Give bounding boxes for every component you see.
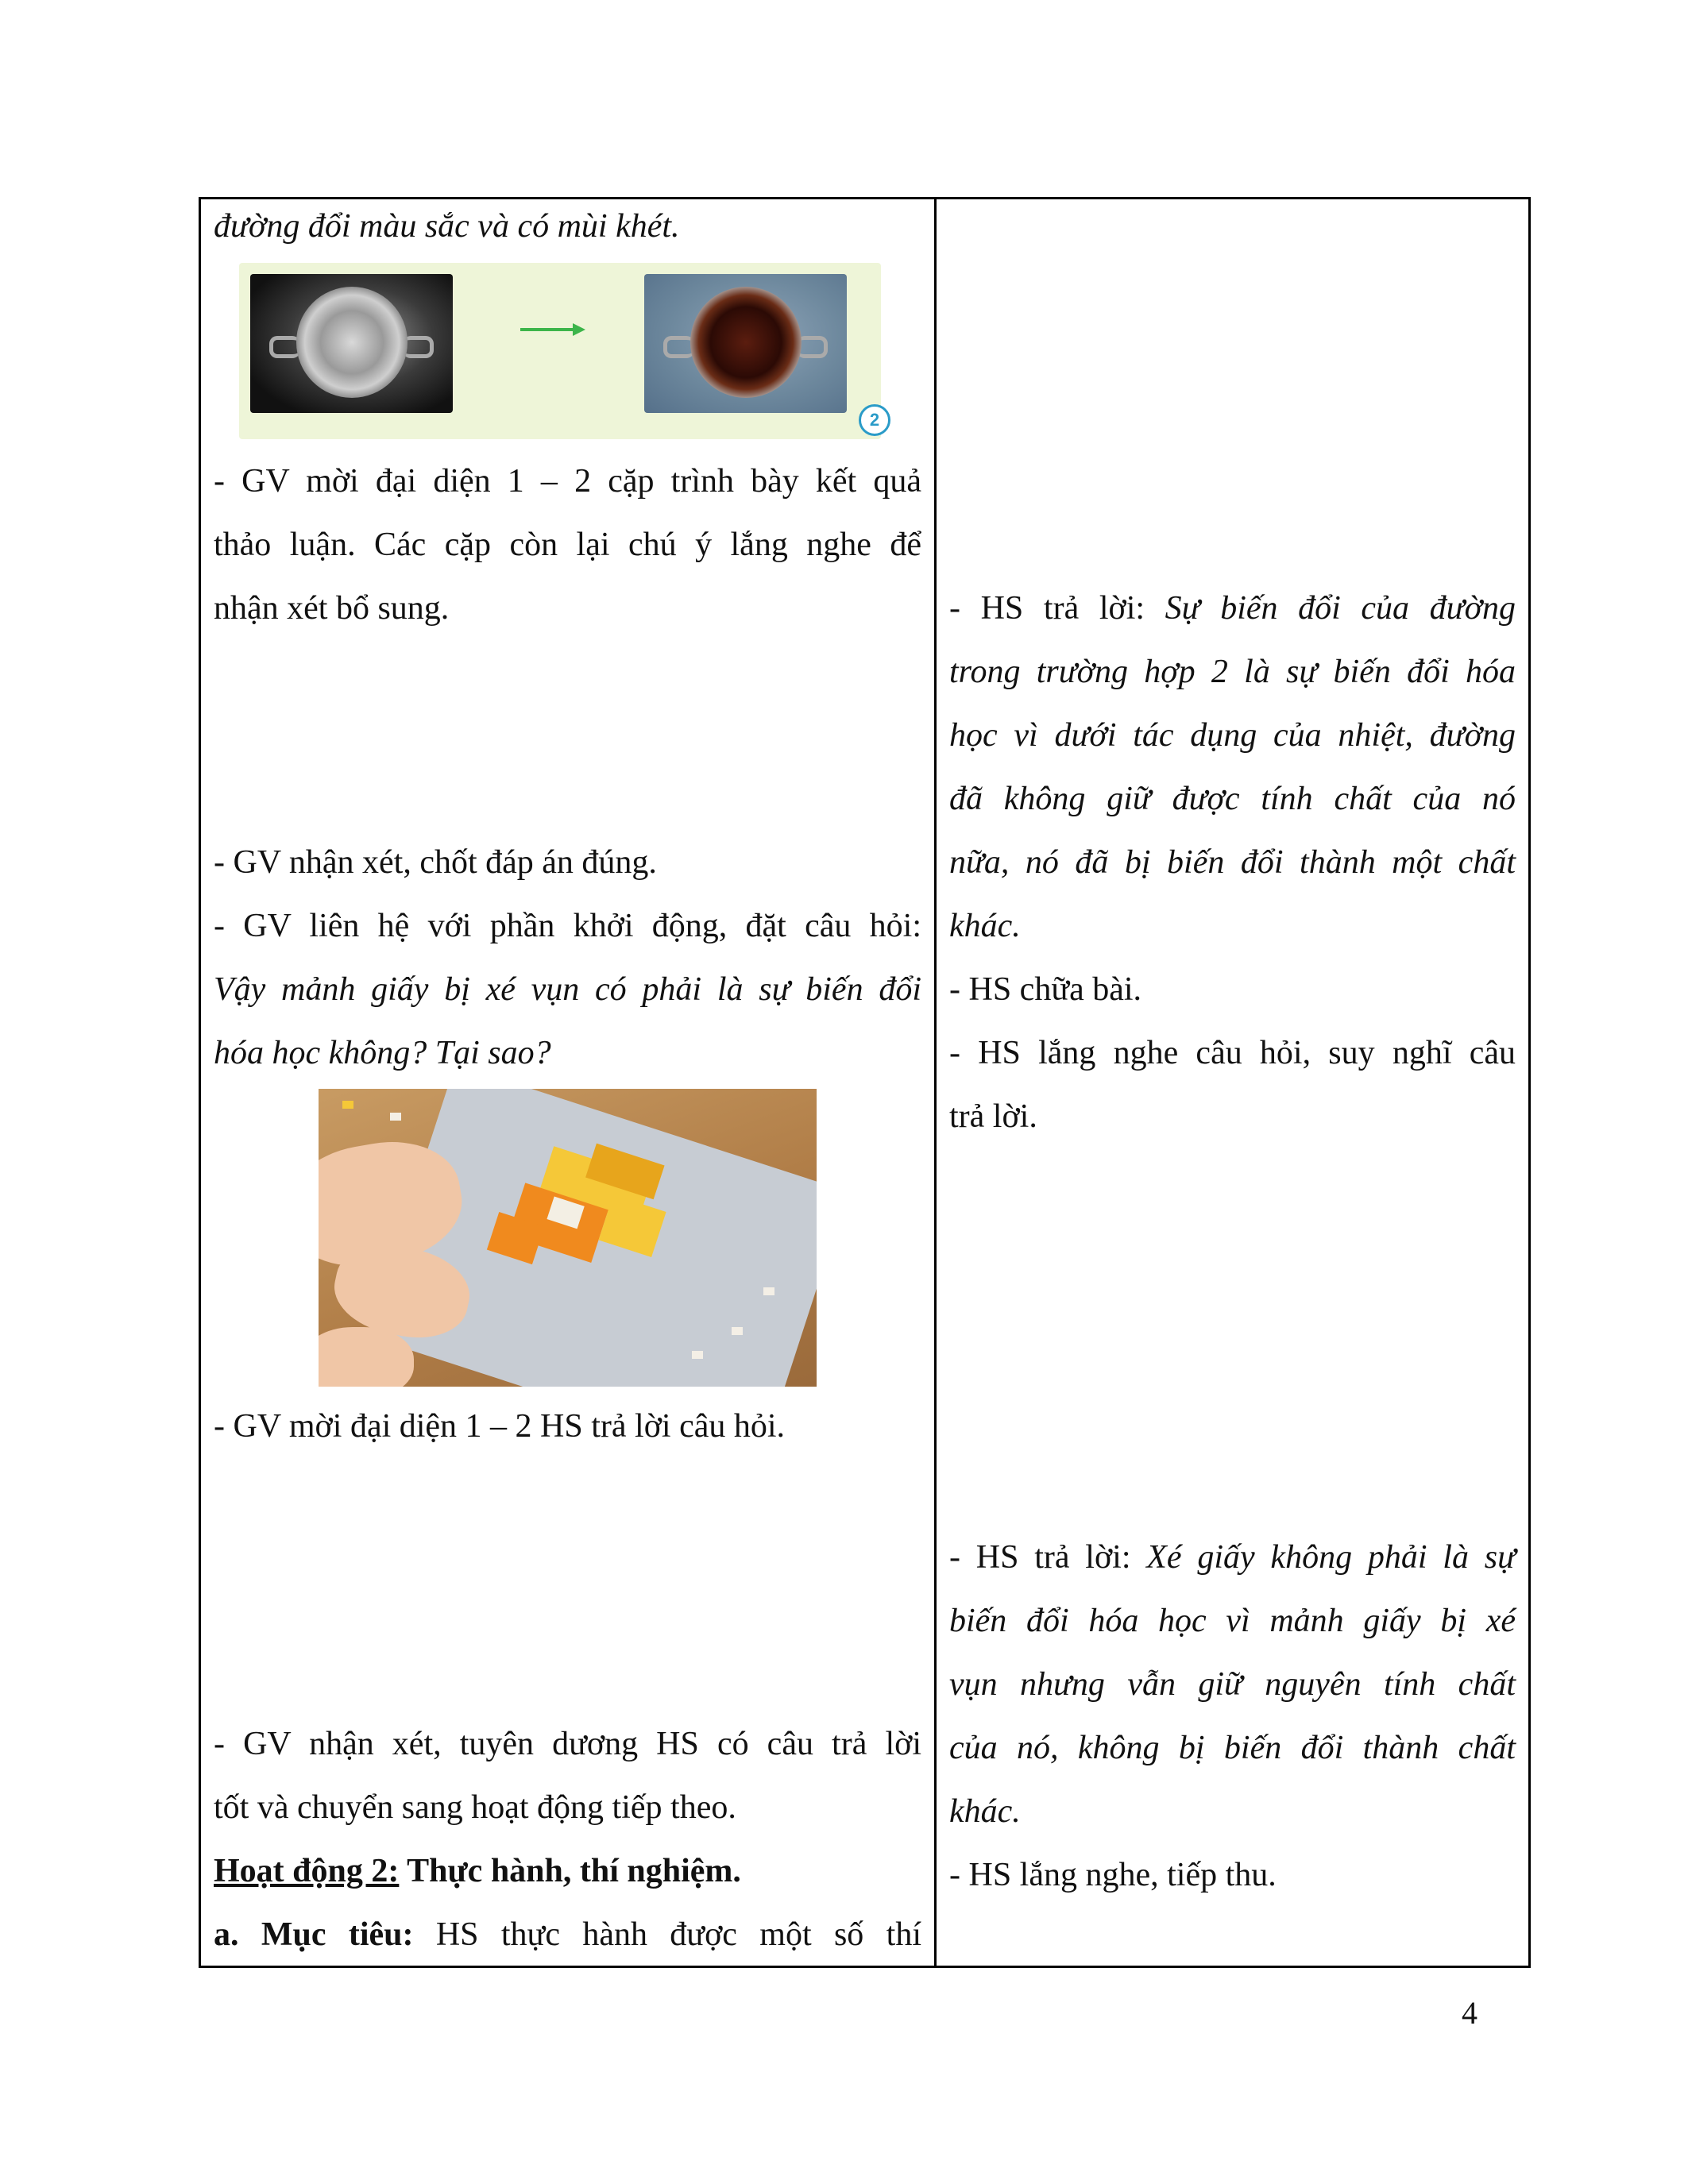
- torn-paper-photo: [319, 1089, 817, 1387]
- gv-question-line-3: hóa học không? Tại sao?: [214, 1035, 551, 1071]
- student-activities-column: [936, 199, 1530, 1967]
- hs-answer-1-line-5: nữa, nó đã bị biến đổi thành một chất: [949, 844, 1516, 881]
- gv-invite-pairs-line-2: thảo luận. Các cặp còn lại chú ý lắng nghe để: [214, 527, 921, 563]
- hs-answer-1-line-4: đã không giữ được tính chất của nó: [949, 781, 1516, 817]
- hs-correct-text: - HS chữa bài.: [949, 971, 1142, 1008]
- sugar-result-text: đường đổi màu sắc và có mùi khét.: [214, 208, 680, 245]
- pot-after-photo: [644, 274, 847, 413]
- lesson-table: [199, 197, 1531, 1968]
- teacher-activities-column: [200, 199, 936, 1967]
- hs-answer-2-line-4: của nó, không bị biến đổi thành chất: [949, 1730, 1516, 1766]
- hs-listen-question-line-1: - HS lắng nghe câu hỏi, suy nghĩ câu: [949, 1035, 1516, 1071]
- hs-answer-2-line-1: - HS trả lời: Xé giấy không phải là sự: [949, 1539, 1516, 1576]
- hs-answer-1-line-3: học vì dưới tác dụng của nhiệt, đường: [949, 717, 1516, 754]
- hs-answer-1-line-6: khác.: [949, 908, 1021, 944]
- hs-answer-2-line-2: biến đổi hóa học vì mảnh giấy bị xé: [949, 1603, 1516, 1639]
- gv-praise-line-2: tốt và chuyển sang hoạt động tiếp theo.: [214, 1789, 736, 1826]
- hs-answer-1-line-2: trong trường hợp 2 là sự biến đổi hóa: [949, 654, 1516, 690]
- figure-number-badge: 2: [859, 404, 890, 436]
- objective-line: a. Mục tiêu: HS thực hành được một số thí: [214, 1916, 921, 1953]
- hs-answer-1-line-1: - HS trả lời: Sự biến đổi của đường: [949, 590, 1516, 627]
- gv-question-line-2: Vậy mảnh giấy bị xé vụn có phải là sự biến đổi: [214, 971, 921, 1008]
- activity-2-heading: Hoạt động 2: Thực hành, thí nghiệm.: [214, 1853, 741, 1889]
- hs-listen-question-line-2: trả lời.: [949, 1098, 1037, 1135]
- gv-praise-line-1: - GV nhận xét, tuyên dương HS có câu trả lời: [214, 1726, 921, 1762]
- arrow-right-icon: [519, 320, 586, 339]
- hs-answer-2-line-3: vụn nhưng vẫn giữ nguyên tính chất: [949, 1666, 1516, 1703]
- hs-listen-text: - HS lắng nghe, tiếp thu.: [949, 1857, 1277, 1893]
- pot-before-photo: [250, 274, 453, 413]
- gv-conclude-text: - GV nhận xét, chốt đáp án đúng.: [214, 844, 657, 881]
- gv-invite-students-text: - GV mời đại diện 1 – 2 HS trả lời câu hỏi.: [214, 1408, 786, 1445]
- sugar-heating-figure: [239, 263, 881, 439]
- gv-invite-pairs-line-1: - GV mời đại diện 1 – 2 cặp trình bày kết quả: [214, 463, 921, 500]
- hs-answer-2-line-5: khác.: [949, 1793, 1021, 1830]
- page-number: 4: [1462, 1995, 1477, 2031]
- gv-question-line-1: - GV liên hệ với phần khởi động, đặt câu hỏi:: [214, 908, 921, 944]
- gv-invite-pairs-line-3: nhận xét bổ sung.: [214, 590, 450, 627]
